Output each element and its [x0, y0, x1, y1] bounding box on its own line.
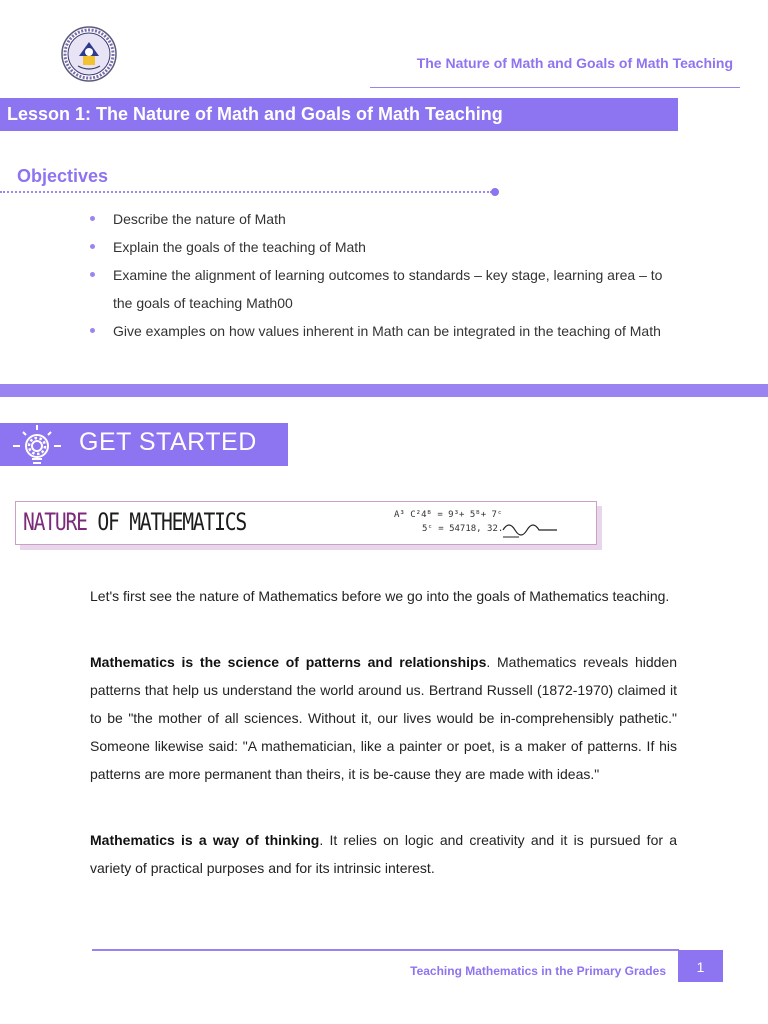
page-number: 1 — [678, 950, 723, 982]
footer-course-title: Teaching Mathematics in the Primary Grades — [410, 964, 666, 978]
patterns-paragraph — [90, 648, 677, 788]
lesson-title-bar — [0, 98, 678, 131]
banner-title-rest: OF MATHEMATICS — [86, 508, 247, 536]
header-divider — [370, 87, 740, 88]
header-title: The Nature of Math and Goals of Math Teaching — [416, 55, 733, 71]
objective-item: Examine the alignment of learning outcomes to standards – key stage, learning area – to the goals of teaching Math00 — [89, 261, 679, 317]
banner-title — [23, 508, 246, 536]
sine-wave-sketch — [501, 520, 561, 540]
objectives-dotted-rule — [0, 191, 492, 193]
lightbulb-gear-icon — [13, 425, 61, 465]
patterns-text: . Mathematics reveals hidden patterns that help us understand the world around us. Bertrand Russell (1872-1970) claimed it to be "the mother of all sciences. Without it, our lives would be in-comprehensibly pathetic." Someone likewise said: "A mathematician, like a painter or poet, is a maker of patterns. If his patterns are more permanent than theirs, it is be-cause they are made with ideas." — [90, 654, 677, 782]
banner-formula — [394, 508, 503, 536]
banner-title-accent: NATURE — [23, 508, 87, 536]
get-started-label: GET STARTED — [79, 428, 257, 456]
school-seal-logo — [61, 26, 117, 82]
objectives-list — [89, 205, 679, 345]
objective-item: Give examples on how values inherent in Math can be integrated in the teaching of Math — [89, 317, 679, 345]
thinking-text: . It relies on logic and creativity and it is pursued for a variety of practical purposes and for its intrinsic interest. — [90, 832, 678, 876]
objectives-rule-endpoint — [491, 188, 499, 196]
section-divider-bar — [0, 384, 768, 397]
objective-item: Describe the nature of Math — [89, 205, 679, 233]
patterns-lead: Mathematics is the science of patterns and relationships — [90, 654, 487, 670]
intro-paragraph: Let's first see the nature of Mathematics before we go into the goals of Mathematics teaching. — [90, 588, 670, 604]
objective-item: Explain the goals of the teaching of Math — [89, 233, 679, 261]
thinking-lead: Mathematics is a way of thinking — [90, 832, 320, 848]
thinking-paragraph — [90, 826, 677, 882]
objectives-heading: Objectives — [17, 166, 109, 186]
footer-divider — [92, 949, 679, 951]
lesson-title: Lesson 1: The Nature of Math and Goals of Math Teaching — [7, 104, 503, 124]
get-started-banner — [0, 423, 288, 466]
formula-line-1: A³ C²4ᴮ = 9³+ 5ᴮ+ 7ᶜ — [394, 510, 503, 520]
nature-of-mathematics-banner — [15, 501, 597, 545]
formula-line-2: 5ᶜ = 54718, 32. — [422, 524, 504, 534]
